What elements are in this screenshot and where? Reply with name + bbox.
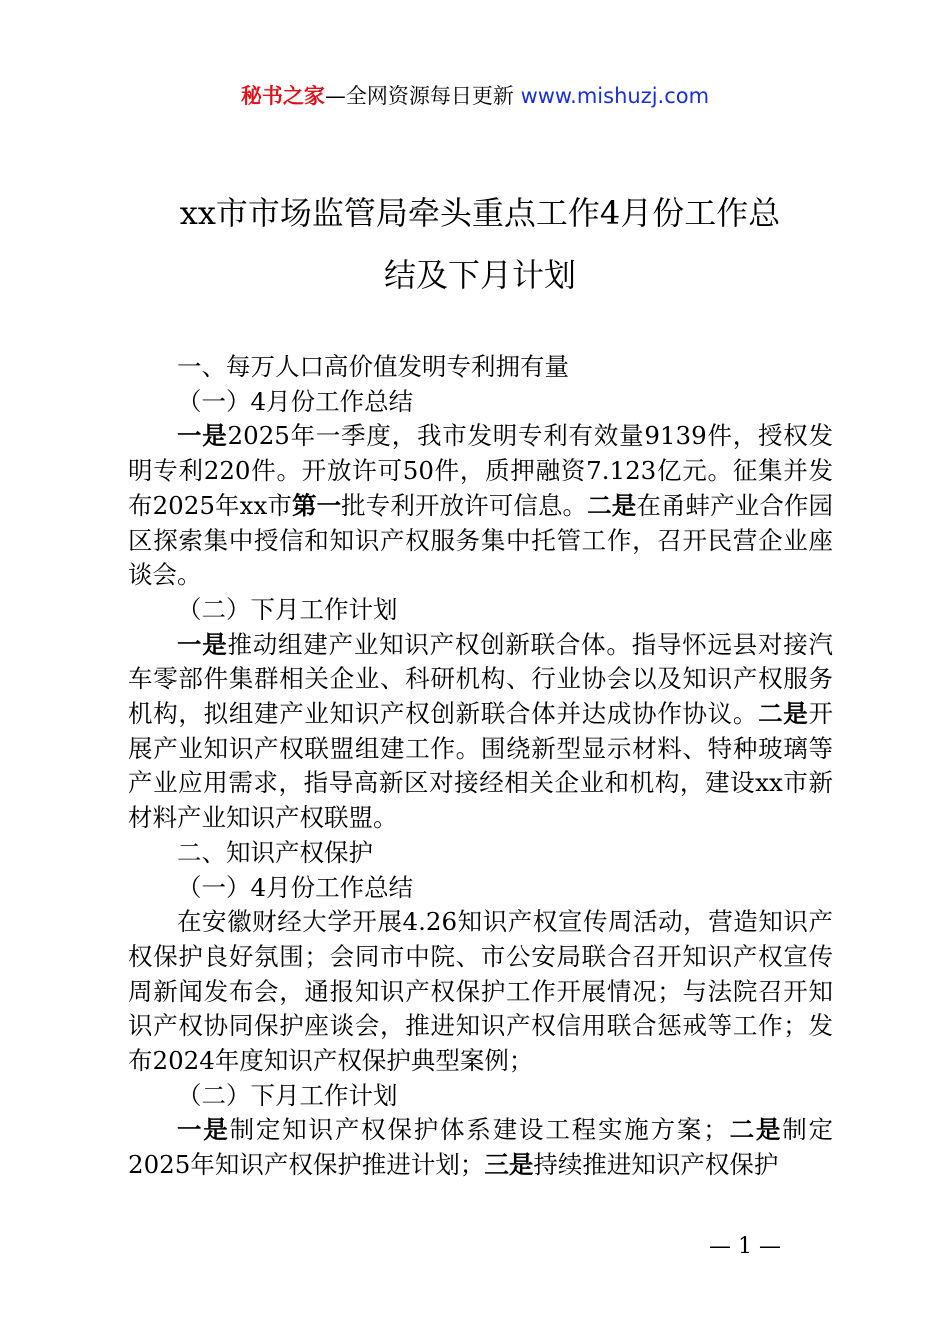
section-2-sub-2-heading: （二）下月工作计划 bbox=[177, 1080, 398, 1110]
paragraph-text: 持续推进知识产权保护 bbox=[533, 1150, 779, 1180]
site-url-link[interactable]: www.mishuzj.com bbox=[520, 84, 710, 108]
bold-marker: 二是 bbox=[727, 1115, 783, 1145]
paragraph-text: 批专利开放许可信息。 bbox=[341, 490, 588, 520]
bold-marker: 二是 bbox=[587, 490, 637, 520]
site-brand: 秘书之家 bbox=[240, 84, 325, 108]
section-2-sub-1-heading: （一）4月份工作总结 bbox=[177, 872, 414, 902]
section-1-sub-1-paragraph bbox=[128, 419, 833, 593]
paragraph-text: 在甬蚌产业合作园区探索集中授信和知识产权服务集中托管工作，召开民营企业座谈会。 bbox=[128, 490, 834, 590]
paragraph-text: 2025年一季度，我市发明专利有效量9139件，授权发明专利220件。开放许可50件，质押融资7.123亿元。征集并发布2025年xx市 bbox=[128, 421, 834, 520]
bold-marker: 第一 bbox=[291, 490, 342, 520]
paragraph-text: 开展产业知识产权联盟组建工作。围绕新型显示材料、特种玻璃等产业应用需求，指导高新区对接经相关企业和机构，建设xx市新材料产业知识产权联盟。 bbox=[128, 699, 834, 833]
paragraph-text: 制定知识产权保护体系建设工程实施方案； bbox=[229, 1115, 728, 1145]
paragraph-text: 推动组建产业知识产权创新联合体。指导怀远县对接汽车零部件集群相关企业、科研机构、行业协会以及知识产权服务机构，拟组建产业知识产权创新联合体并达成协作协议。 bbox=[128, 629, 834, 729]
bold-marker: 一是 bbox=[177, 421, 228, 451]
section-1-sub-1-heading: （一）4月份工作总结 bbox=[177, 386, 414, 416]
document-body bbox=[128, 350, 833, 1183]
section-2-heading: 二、知识产权保护 bbox=[177, 837, 373, 867]
section-2-sub-2-paragraph bbox=[128, 1113, 833, 1182]
bold-marker: 一是 bbox=[177, 1115, 230, 1145]
section-2-sub-1-paragraph: 在安徽财经大学开展4.26知识产权宣传周活动，营造知识产权保护良好氛围；会同市中院、市公安局联合召开知识产权宣传周新闻发布会，通报知识产权保护工作开展情况；与法院召开知识产权协同保护座谈会，推进知识产权信用联合惩戒等工作；发布2024年度知识产权保护典型案例； bbox=[128, 907, 833, 1076]
section-1-sub-2-heading: （二）下月工作计划 bbox=[177, 594, 398, 624]
title-line-2: 结及下月计划 bbox=[383, 256, 576, 294]
section-1-sub-2-paragraph bbox=[128, 628, 833, 836]
bold-marker: 一是 bbox=[177, 629, 228, 659]
document-title bbox=[130, 182, 830, 306]
section-1-heading: 一、每万人口高价值发明专利拥有量 bbox=[177, 352, 569, 381]
paragraph-text: 制定2025年知识产权保护推进计划； bbox=[128, 1115, 833, 1180]
bold-marker: 二是 bbox=[758, 699, 809, 729]
title-line-1: xx市市场监管局牵头重点工作4月份工作总 bbox=[179, 194, 781, 232]
site-header bbox=[0, 80, 950, 112]
bold-marker: 三是 bbox=[484, 1150, 534, 1180]
site-tagline: —全网资源每日更新 bbox=[324, 84, 521, 108]
page-number: — 1 — bbox=[709, 1234, 781, 1259]
